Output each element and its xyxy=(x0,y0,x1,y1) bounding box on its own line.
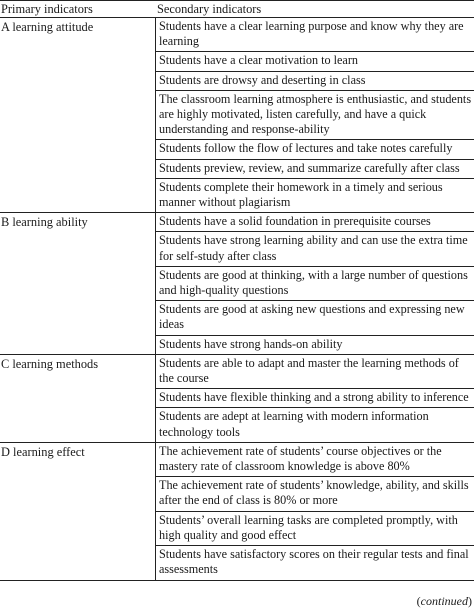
secondary-indicator: Students preview, review, and summarize carefully after class xyxy=(155,160,474,179)
secondary-indicator-list xyxy=(155,443,474,580)
table-header xyxy=(0,1,474,18)
secondary-indicator: Students are good at asking new questions and expressing new ideas xyxy=(155,301,474,335)
primary-indicator: C learning methods xyxy=(1,356,99,371)
continued-note xyxy=(417,594,472,609)
secondary-indicator: Students are good at thinking, with a large number of questions and high-quality questions xyxy=(155,267,474,301)
secondary-indicator-list xyxy=(155,18,474,212)
secondary-indicator: Students have flexible thinking and a strong ability to inference xyxy=(155,389,474,408)
secondary-indicator: Students are drowsy and deserting in class xyxy=(155,72,474,91)
secondary-indicator: Students follow the flow of lectures and take notes carefully xyxy=(155,140,474,159)
table-row-group xyxy=(0,355,474,443)
secondary-indicator-list xyxy=(155,355,474,442)
continued-open-paren: ( xyxy=(416,594,421,608)
secondary-indicator: The classroom learning atmosphere is enthusiastic, and students are highly motivated, listen carefully, and have a quick understanding and response-ability xyxy=(155,91,474,141)
table-row-group xyxy=(0,18,474,213)
table-row-group xyxy=(0,213,474,355)
secondary-indicator: The achievement rate of students’ course objectives or the mastery rate of classroom knowledge is above 80% xyxy=(155,443,474,477)
secondary-indicator: Students have satisfactory scores on their regular tests and final assessments xyxy=(155,546,474,579)
primary-indicator: D learning effect xyxy=(1,444,85,459)
secondary-indicator: Students’ overall learning tasks are completed promptly, with high quality and good effect xyxy=(155,512,474,546)
secondary-indicator: Students have strong hands-on ability xyxy=(155,336,474,354)
secondary-indicator: Students complete their homework in a timely and serious manner without plagiarism xyxy=(155,179,474,212)
secondary-indicator: Students are adept at learning with modern information technology tools xyxy=(155,408,474,441)
secondary-indicator: Students are able to adapt and master the learning methods of the course xyxy=(155,355,474,389)
secondary-indicator: Students have a clear learning purpose and know why they are learning xyxy=(155,18,474,52)
secondary-indicator: Students have a clear motivation to learn xyxy=(155,52,474,71)
primary-indicator: A learning attitude xyxy=(1,20,94,34)
primary-indicator: B learning ability xyxy=(1,215,88,230)
secondary-indicator: Students have strong learning ability and can use the extra time for self-study after class xyxy=(155,232,474,266)
secondary-indicator-list xyxy=(155,213,474,354)
secondary-indicator: Students have a solid foundation in prerequisite courses xyxy=(155,213,474,232)
continued-close-paren: ) xyxy=(468,594,472,608)
continued-label: continued xyxy=(420,594,468,608)
header-primary-indicators: Primary indicators xyxy=(1,2,93,16)
header-secondary-indicators: Secondary indicators xyxy=(157,2,262,16)
table-row-group xyxy=(0,443,474,580)
secondary-indicator: The achievement rate of students’ knowledge, ability, and skills after the end of class is 80% or more xyxy=(155,477,474,511)
